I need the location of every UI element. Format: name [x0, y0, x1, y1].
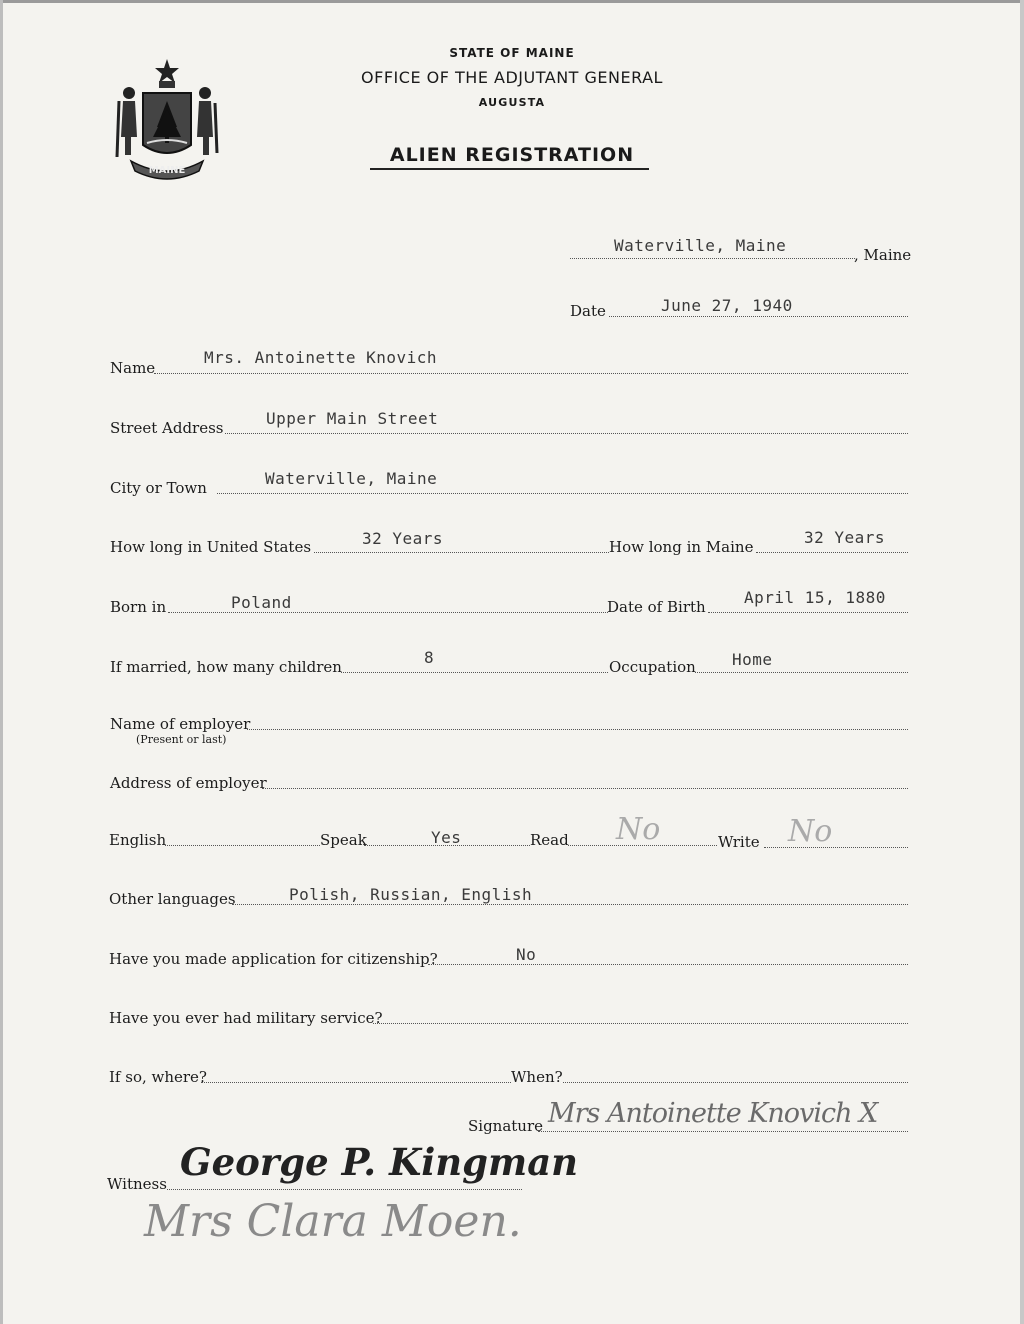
citizenship-value: No — [516, 945, 537, 964]
speak-label: Speak — [320, 831, 367, 849]
read-value: No — [616, 812, 661, 847]
languages-line — [232, 904, 908, 905]
name-label: Name — [110, 359, 156, 377]
write-value: No — [788, 814, 833, 849]
write-label: Write — [718, 833, 760, 851]
signature-line — [538, 1131, 908, 1132]
military-line — [373, 1023, 908, 1024]
languages-value: Polish, Russian, English — [289, 885, 533, 904]
read-label: Read — [530, 831, 569, 849]
employer-sublabel: (Present or last) — [136, 733, 227, 746]
write-line — [764, 847, 908, 848]
signature-value: Mrs Antoinette Knovich X — [548, 1098, 878, 1129]
children-label: If married, how many children — [110, 658, 342, 676]
us-years-label: How long in United States — [110, 538, 312, 556]
dob-value: April 15, 1880 — [744, 588, 886, 607]
when-line — [563, 1082, 908, 1083]
name-line — [154, 373, 908, 374]
header-office: OFFICE OF THE ADJUTANT GENERAL — [361, 68, 663, 87]
born-value: Poland — [231, 593, 292, 612]
dob-label: Date of Birth — [607, 598, 706, 616]
title-underline — [370, 168, 649, 170]
place-value: Waterville, Maine — [614, 236, 787, 255]
employer-line — [247, 729, 908, 730]
place-line — [570, 258, 855, 259]
scan-border-right — [1020, 0, 1024, 1324]
english-line — [165, 845, 320, 846]
street-line — [225, 433, 908, 434]
second-witness-signature: Mrs Clara Moen. — [144, 1196, 522, 1247]
date-label: Date — [570, 302, 606, 320]
witness-label: Witness — [107, 1175, 167, 1193]
city-line — [217, 493, 908, 494]
street-label: Street Address — [110, 419, 224, 437]
city-value: Waterville, Maine — [265, 469, 438, 488]
place-label: , Maine — [854, 246, 912, 264]
military-label: Have you ever had military service? — [109, 1009, 383, 1027]
children-line — [341, 672, 608, 673]
signature-label: Signature — [468, 1117, 544, 1135]
occupation-label: Occupation — [609, 658, 696, 676]
header-state: STATE OF MAINE — [449, 46, 575, 60]
occupation-line — [695, 672, 908, 673]
born-label: Born in — [110, 598, 167, 616]
us-years-line — [314, 552, 609, 553]
seal-motto: MAINE — [148, 165, 186, 176]
citizenship-label: Have you made application for citizenship? — [109, 950, 438, 968]
date-value: June 27, 1940 — [661, 296, 793, 315]
born-line — [168, 612, 608, 613]
employer-address-label: Address of employer — [110, 774, 267, 792]
speak-value: Yes — [431, 828, 462, 847]
scan-border-left — [0, 0, 3, 1324]
children-value: 8 — [424, 648, 435, 667]
occupation-value: Home — [732, 650, 773, 669]
date-line — [609, 316, 908, 317]
maine-years-label: How long in Maine — [609, 538, 754, 556]
when-label: When? — [511, 1068, 563, 1086]
employer-label: Name of employer — [110, 715, 251, 733]
where-label: If so, where? — [109, 1068, 207, 1086]
name-value: Mrs. Antoinette Knovich — [204, 348, 438, 367]
citizenship-line — [428, 964, 908, 965]
city-label: City or Town — [110, 479, 207, 497]
form-title: ALIEN REGISTRATION — [389, 144, 635, 166]
witness-signature: George P. Kingman — [180, 1140, 579, 1184]
street-value: Upper Main Street — [266, 409, 439, 428]
maine-years-value: 32 Years — [804, 528, 886, 547]
witness-line — [167, 1189, 522, 1190]
employer-address-line — [262, 788, 908, 789]
header-city: AUGUSTA — [478, 96, 546, 109]
english-label: English — [109, 831, 167, 849]
maine-years-line — [756, 552, 908, 553]
scan-border-top — [0, 0, 1024, 3]
where-line — [201, 1082, 511, 1083]
us-years-value: 32 Years — [362, 529, 444, 548]
dob-line — [708, 612, 908, 613]
languages-label: Other languages — [109, 890, 236, 908]
